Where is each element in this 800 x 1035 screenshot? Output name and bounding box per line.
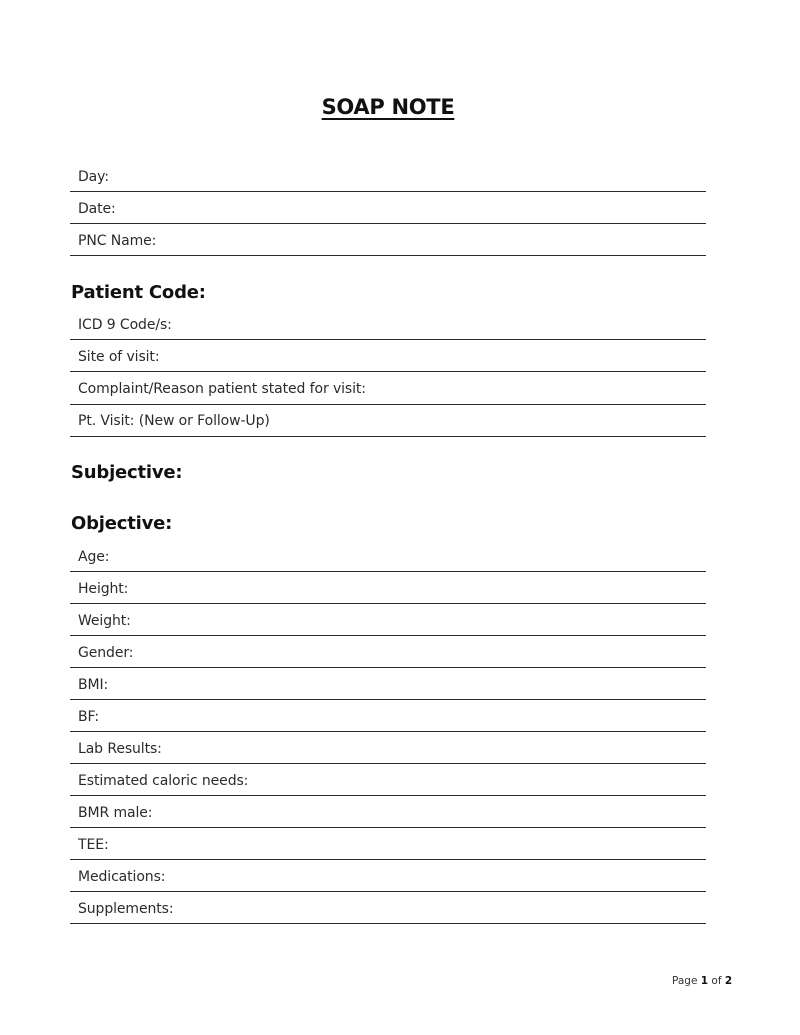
field-label: ICD 9 Code/s: xyxy=(78,316,172,333)
field-label: TEE: xyxy=(78,836,109,853)
field-label: Gender: xyxy=(78,644,134,661)
field-day[interactable] xyxy=(70,160,706,192)
field-label: BMR male: xyxy=(78,804,153,821)
field-weight[interactable] xyxy=(70,604,706,636)
objective-fields xyxy=(70,540,706,924)
field-age[interactable] xyxy=(70,540,706,572)
field-pnc-name[interactable] xyxy=(70,224,706,256)
field-label: BF: xyxy=(78,708,99,725)
field-site-of-visit[interactable] xyxy=(70,340,706,372)
patient-code-fields xyxy=(70,308,706,437)
field-bf[interactable] xyxy=(70,700,706,732)
field-label: Age: xyxy=(78,548,110,565)
page-word: Page xyxy=(672,975,698,987)
field-date[interactable] xyxy=(70,192,706,224)
field-label: Pt. Visit: (New or Follow-Up) xyxy=(78,413,270,429)
field-bmi[interactable] xyxy=(70,668,706,700)
field-label: Medications: xyxy=(78,868,166,885)
patient-code-heading: Patient Code: xyxy=(71,282,206,303)
objective-heading: Objective: xyxy=(71,513,173,534)
field-complaint-reason[interactable] xyxy=(70,372,706,405)
field-medications[interactable] xyxy=(70,860,706,892)
field-label: Day: xyxy=(78,168,109,185)
field-label: Supplements: xyxy=(78,900,174,917)
field-supplements[interactable] xyxy=(70,892,706,924)
field-label: BMI: xyxy=(78,676,109,693)
current-page: 1 xyxy=(700,975,709,987)
field-label: Lab Results: xyxy=(78,740,162,757)
subjective-heading: Subjective: xyxy=(71,462,183,483)
field-label: Estimated caloric needs: xyxy=(78,772,249,789)
total-pages: 2 xyxy=(724,975,733,987)
of-word: of xyxy=(711,975,722,987)
field-label: Date: xyxy=(78,200,116,217)
field-tee[interactable] xyxy=(70,828,706,860)
field-estimated-caloric-needs[interactable] xyxy=(70,764,706,796)
field-label: Complaint/Reason patient stated for visit: xyxy=(78,380,366,397)
field-label: Site of visit: xyxy=(78,348,160,365)
field-lab-results[interactable] xyxy=(70,732,706,764)
field-label: PNC Name: xyxy=(78,232,157,249)
field-label: Weight: xyxy=(78,612,131,629)
document-title: SOAP NOTE xyxy=(321,95,455,119)
field-pt-visit[interactable] xyxy=(70,405,706,437)
page-number xyxy=(672,975,732,987)
header-fields xyxy=(70,160,706,256)
field-gender[interactable] xyxy=(70,636,706,668)
field-icd9-codes[interactable] xyxy=(70,308,706,340)
field-bmr-male[interactable] xyxy=(70,796,706,828)
field-label: Height: xyxy=(78,580,129,597)
field-height[interactable] xyxy=(70,572,706,604)
